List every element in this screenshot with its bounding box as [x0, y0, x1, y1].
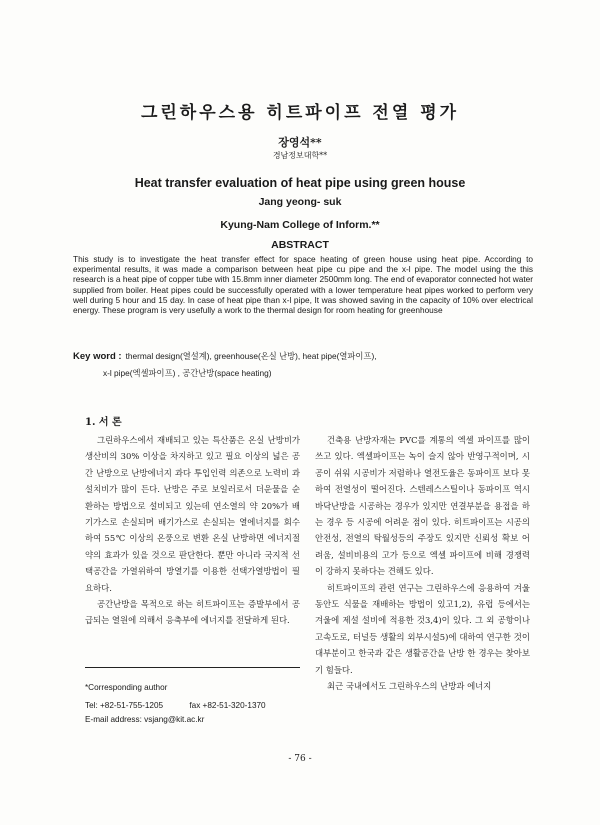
english-affiliation: Kyung-Nam College of Inform.** [220, 219, 380, 231]
english-title: Heat transfer evaluation of heat pipe using green house [134, 176, 466, 190]
page-number: - 76 - [288, 754, 312, 764]
body-paragraph: 최근 국내에서도 그린하우스의 난방과 에너지 [327, 681, 492, 692]
body-paragraph: 히트파이프의 관련 연구는 그린하우스에 응용하여 겨울 동안도 식물을 재배하는 방법이 있고1,2), 유럽 등에서는 겨울에 제설 설비에 적용한 것3,4)이 있다. 그 외 공항이나 고속도로, 터널등 생활의 외부시설5)에 대하여 연구한 것이 대부분이고 한국과 같은 생활공간을 난방 한 경우는 찾아보기 힘들다. [315, 582, 530, 675]
footnote-fax: fax +82-51-320-1370 [189, 701, 266, 710]
keywords-first: thermal design(열설계), greenhouse(온실 난방), heat pipe(열파이프), [125, 351, 377, 361]
korean-author: 장영석** [278, 136, 322, 149]
footnote-contact [85, 701, 266, 710]
body-paragraph: 건축용 난방자재는 PVC를 계통의 엑셀 파이프를 많이 쓰고 있다. 엑셀파이프는 녹이 슬지 않아 반영구적이며, 시공이 쉬워 시공비가 저렴하나 열전도율은 동파이프 보다 못하여 전열성이 떨어진다. 스텐레스스틸이나 동파이프 역시 바닥난방을 시공하는 경우가 있지만 연결부분을 용접을 하는 경우 등 시공에 어려운 점이 있다. 히트파이프는 시공의 안전성, 전열의 탁월성등의 주장도 있지만 신뢰성 확보 어려움, 설비비용의 고가 등으로 엑셀 파이프에 비해 경쟁력이 강하지 못하다는 견해도 있다. [315, 435, 530, 577]
abstract-heading: ABSTRACT [271, 239, 329, 251]
left-column [85, 432, 300, 629]
keywords-line-2: x-l pipe(엑셀파이프) , 공간난방(space heating) [103, 368, 272, 378]
keywords-line-1 [73, 350, 377, 362]
body-paragraph: 공간난방을 목적으로 하는 히트파이프는 증발부에서 공급되는 열원에 의해서 응축부에 에너지를 전달하게 된다. [85, 599, 300, 626]
korean-affiliation: 경남정보대학** [272, 151, 328, 160]
section-heading: 1. 서 론 [85, 417, 122, 428]
keywords-label: Key word : [73, 351, 122, 362]
english-author: Jang yeong- suk [258, 196, 342, 208]
footnote-divider [85, 667, 300, 668]
korean-title: 그린하우스용 히트파이프 전열 평가 [140, 103, 460, 123]
right-column [315, 432, 530, 695]
footnote-email: E-mail address: vsjang@kit.ac.kr [85, 715, 205, 724]
footnote-tel: Tel: +82-51-755-1205 [85, 701, 164, 710]
abstract-text: This study is to investigate the heat transfer effect for space heating of green house using heat pipe. According to experimental results, it was made a comparison between heat pipe cu pipe and the x-l pipe. The model using the this research is a heat pipe of copper tube with 15.8mm inner diameter 2500mm long. The end of evaporator connected hot water supplied from boiler. Heat pipes could be successfully operated with a lower temperature heat pipes worked to perform very well during 5 hour and 15 day. In case of heat pipe than x-l pipe, It was showed saving in the capacity of 10% over electrical energy. These program is very usefully a work to the thermal design for room heating for greenhouse [73, 254, 533, 316]
body-paragraph: 그린하우스에서 재배되고 있는 특산품은 온실 난방비가 생산비의 30% 이상을 차지하고 있고 필요 이상의 넓은 공간 난방으로 난방에너지 과다 투입인력 의존으로 노력비 과 설치비가 많이 든다. 난방은 주로 보일러로서 더운물을 순환하는 방법으로 설비되고 있는데 연소열의 약 20%가 배기가스로 손실되며 배기가스로 손실되는 열에너지를 회수하여 55℃ 이상의 온풍으로 변환 온실 난방하면 에너지절약의 효과가 있을 것으로 판단한다. 뿐만 아니라 국지적 선택공간을 가열위하여 방열기를 이용한 선택가열방법이 필요하다. [85, 435, 300, 593]
footnote-corresponding: *Corresponding author [85, 683, 168, 692]
